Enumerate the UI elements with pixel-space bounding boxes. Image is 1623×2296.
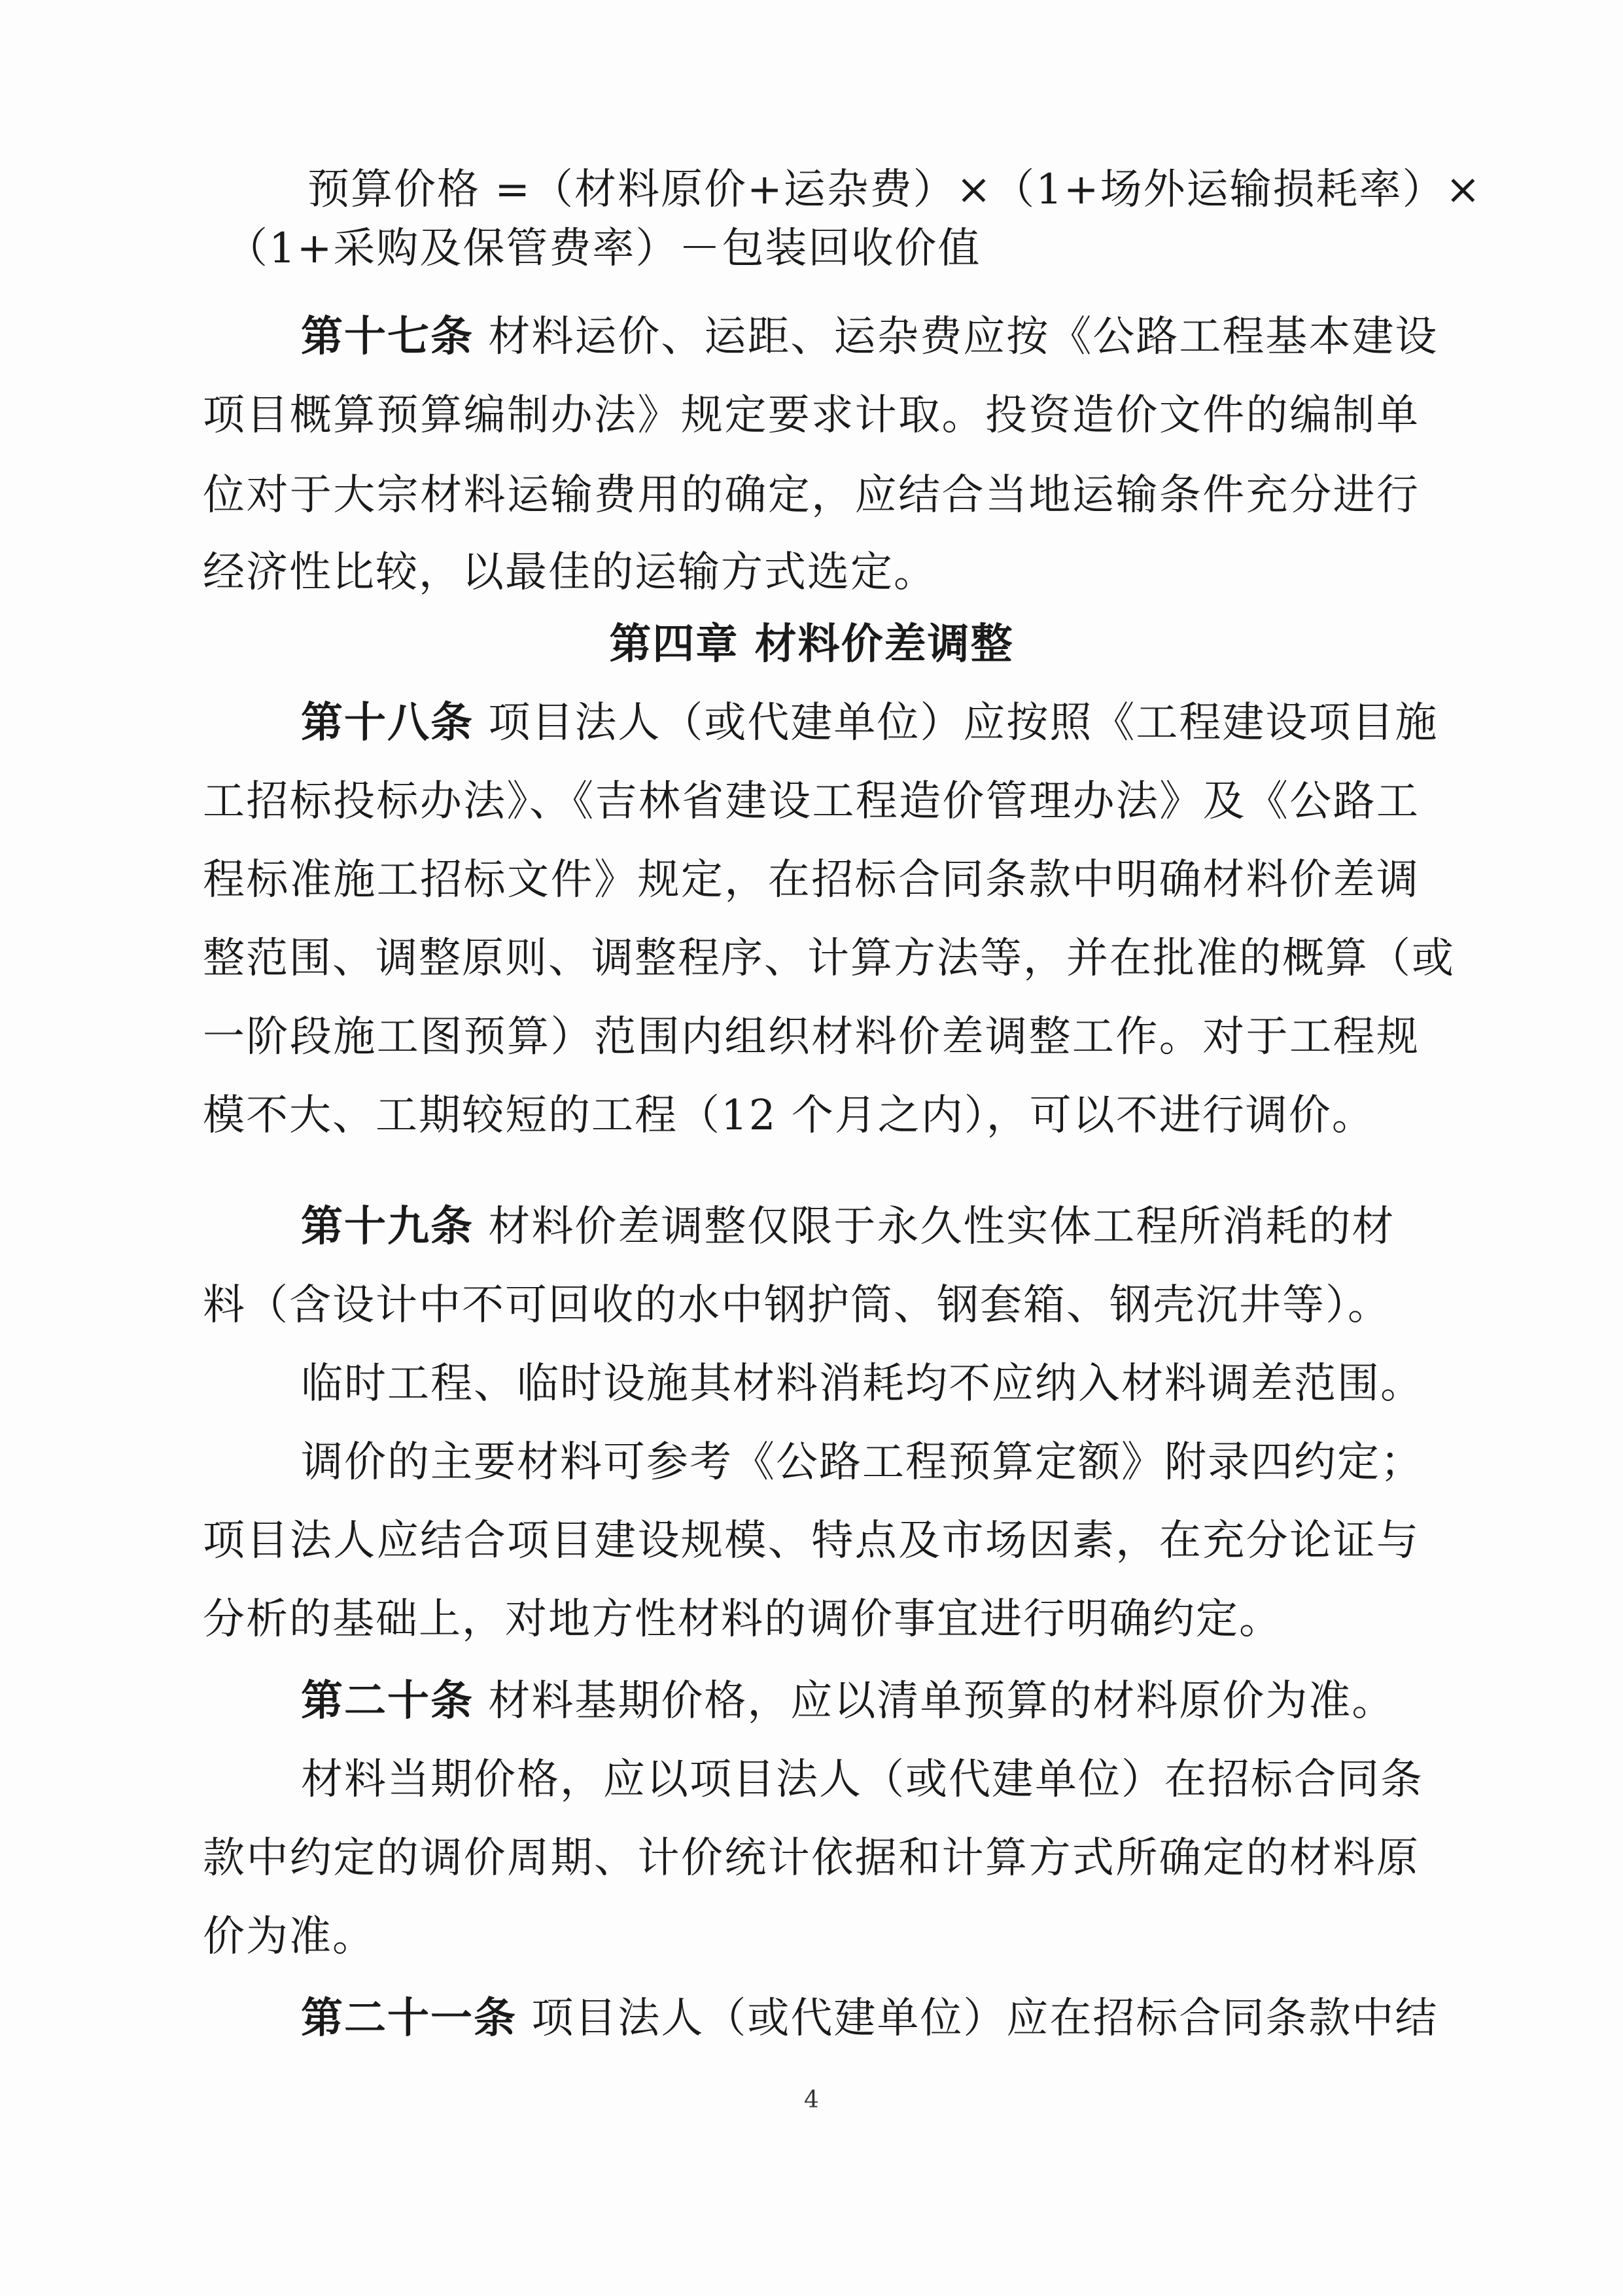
article-18-line-3: 程标准施工招标文件》规定，在招标合同条款中明确材料价差调: [203, 856, 1420, 904]
article-18-line-1: 第十八条 项目法人（或代建单位）应按照《工程建设项目施: [301, 698, 1439, 747]
article-19-line-2: 料（含设计中不可回收的水中钢护筒、钢套箱、钢壳沉井等）。: [203, 1281, 1391, 1330]
article-18-label: 第十八条: [301, 698, 474, 747]
article-18-line-6: 模不大、工期较短的工程（12 个月之内），可以不进行调价。: [203, 1091, 1375, 1140]
article-20-line-2: 材料当期价格，应以项目法人（或代建单位）在招标合同条: [301, 1756, 1423, 1804]
article-17-line-3: 位对于大宗材料运输费用的确定，应结合当地运输条件充分进行: [203, 471, 1420, 520]
formula-line-2: （1+采购及保管费率）－包装回收价值: [226, 224, 981, 273]
article-21-label: 第二十一条: [301, 1994, 517, 2043]
article-20-line-1: 第二十条 材料基期价格，应以清单预算的材料原价为准。: [301, 1676, 1395, 1725]
formula-line-1: 预算价格 =（材料原价+运杂费）×（1+场外运输损耗率）×: [307, 166, 1482, 214]
article-19-line-3: 临时工程、临时设施其材料消耗均不应纳入材料调差范围。: [301, 1360, 1423, 1408]
article-19-line-6: 分析的基础上，对地方性材料的调价事宜进行明确约定。: [203, 1595, 1282, 1644]
article-18-line-2: 工招标投标办法》、《吉林省建设工程造价管理办法》及《公路工: [203, 777, 1420, 826]
article-20-line-4: 价为准。: [203, 1913, 375, 1961]
article-17-line-1: 第十七条 材料运价、运距、运杂费应按《公路工程基本建设: [301, 312, 1439, 361]
article-17-line-4: 经济性比较，以最佳的运输方式选定。: [203, 548, 937, 597]
page-number: 4: [804, 2087, 819, 2113]
article-18-line-4: 整范围、调整原则、调整程序、计算方法等，并在批准的概算（或: [203, 934, 1455, 983]
article-21-line-1: 第二十一条 项目法人（或代建单位）应在招标合同条款中结: [301, 1994, 1439, 2043]
article-19-label: 第十九条: [301, 1202, 474, 1251]
article-19-line-1: 第十九条 材料价差调整仅限于永久性实体工程所消耗的材: [301, 1202, 1395, 1251]
article-17-label: 第十七条: [301, 312, 474, 361]
article-19-line-5: 项目法人应结合项目建设规模、特点及市场因素，在充分论证与: [203, 1517, 1420, 1565]
article-17-line-2: 项目概算预算编制办法》规定要求计取。投资造价文件的编制单: [203, 391, 1420, 440]
article-20-line-3: 款中约定的调价周期、计价统计依据和计算方式所确定的材料原: [203, 1834, 1420, 1882]
article-18-line-5: 一阶段施工图预算）范围内组织材料价差调整工作。对于工程规: [203, 1013, 1420, 1061]
chapter-heading: 第四章 材料价差调整: [609, 620, 1014, 669]
article-20-label: 第二十条: [301, 1676, 474, 1725]
article-19-line-4: 调价的主要材料可参考《公路工程预算定额》附录四约定；: [301, 1438, 1423, 1487]
